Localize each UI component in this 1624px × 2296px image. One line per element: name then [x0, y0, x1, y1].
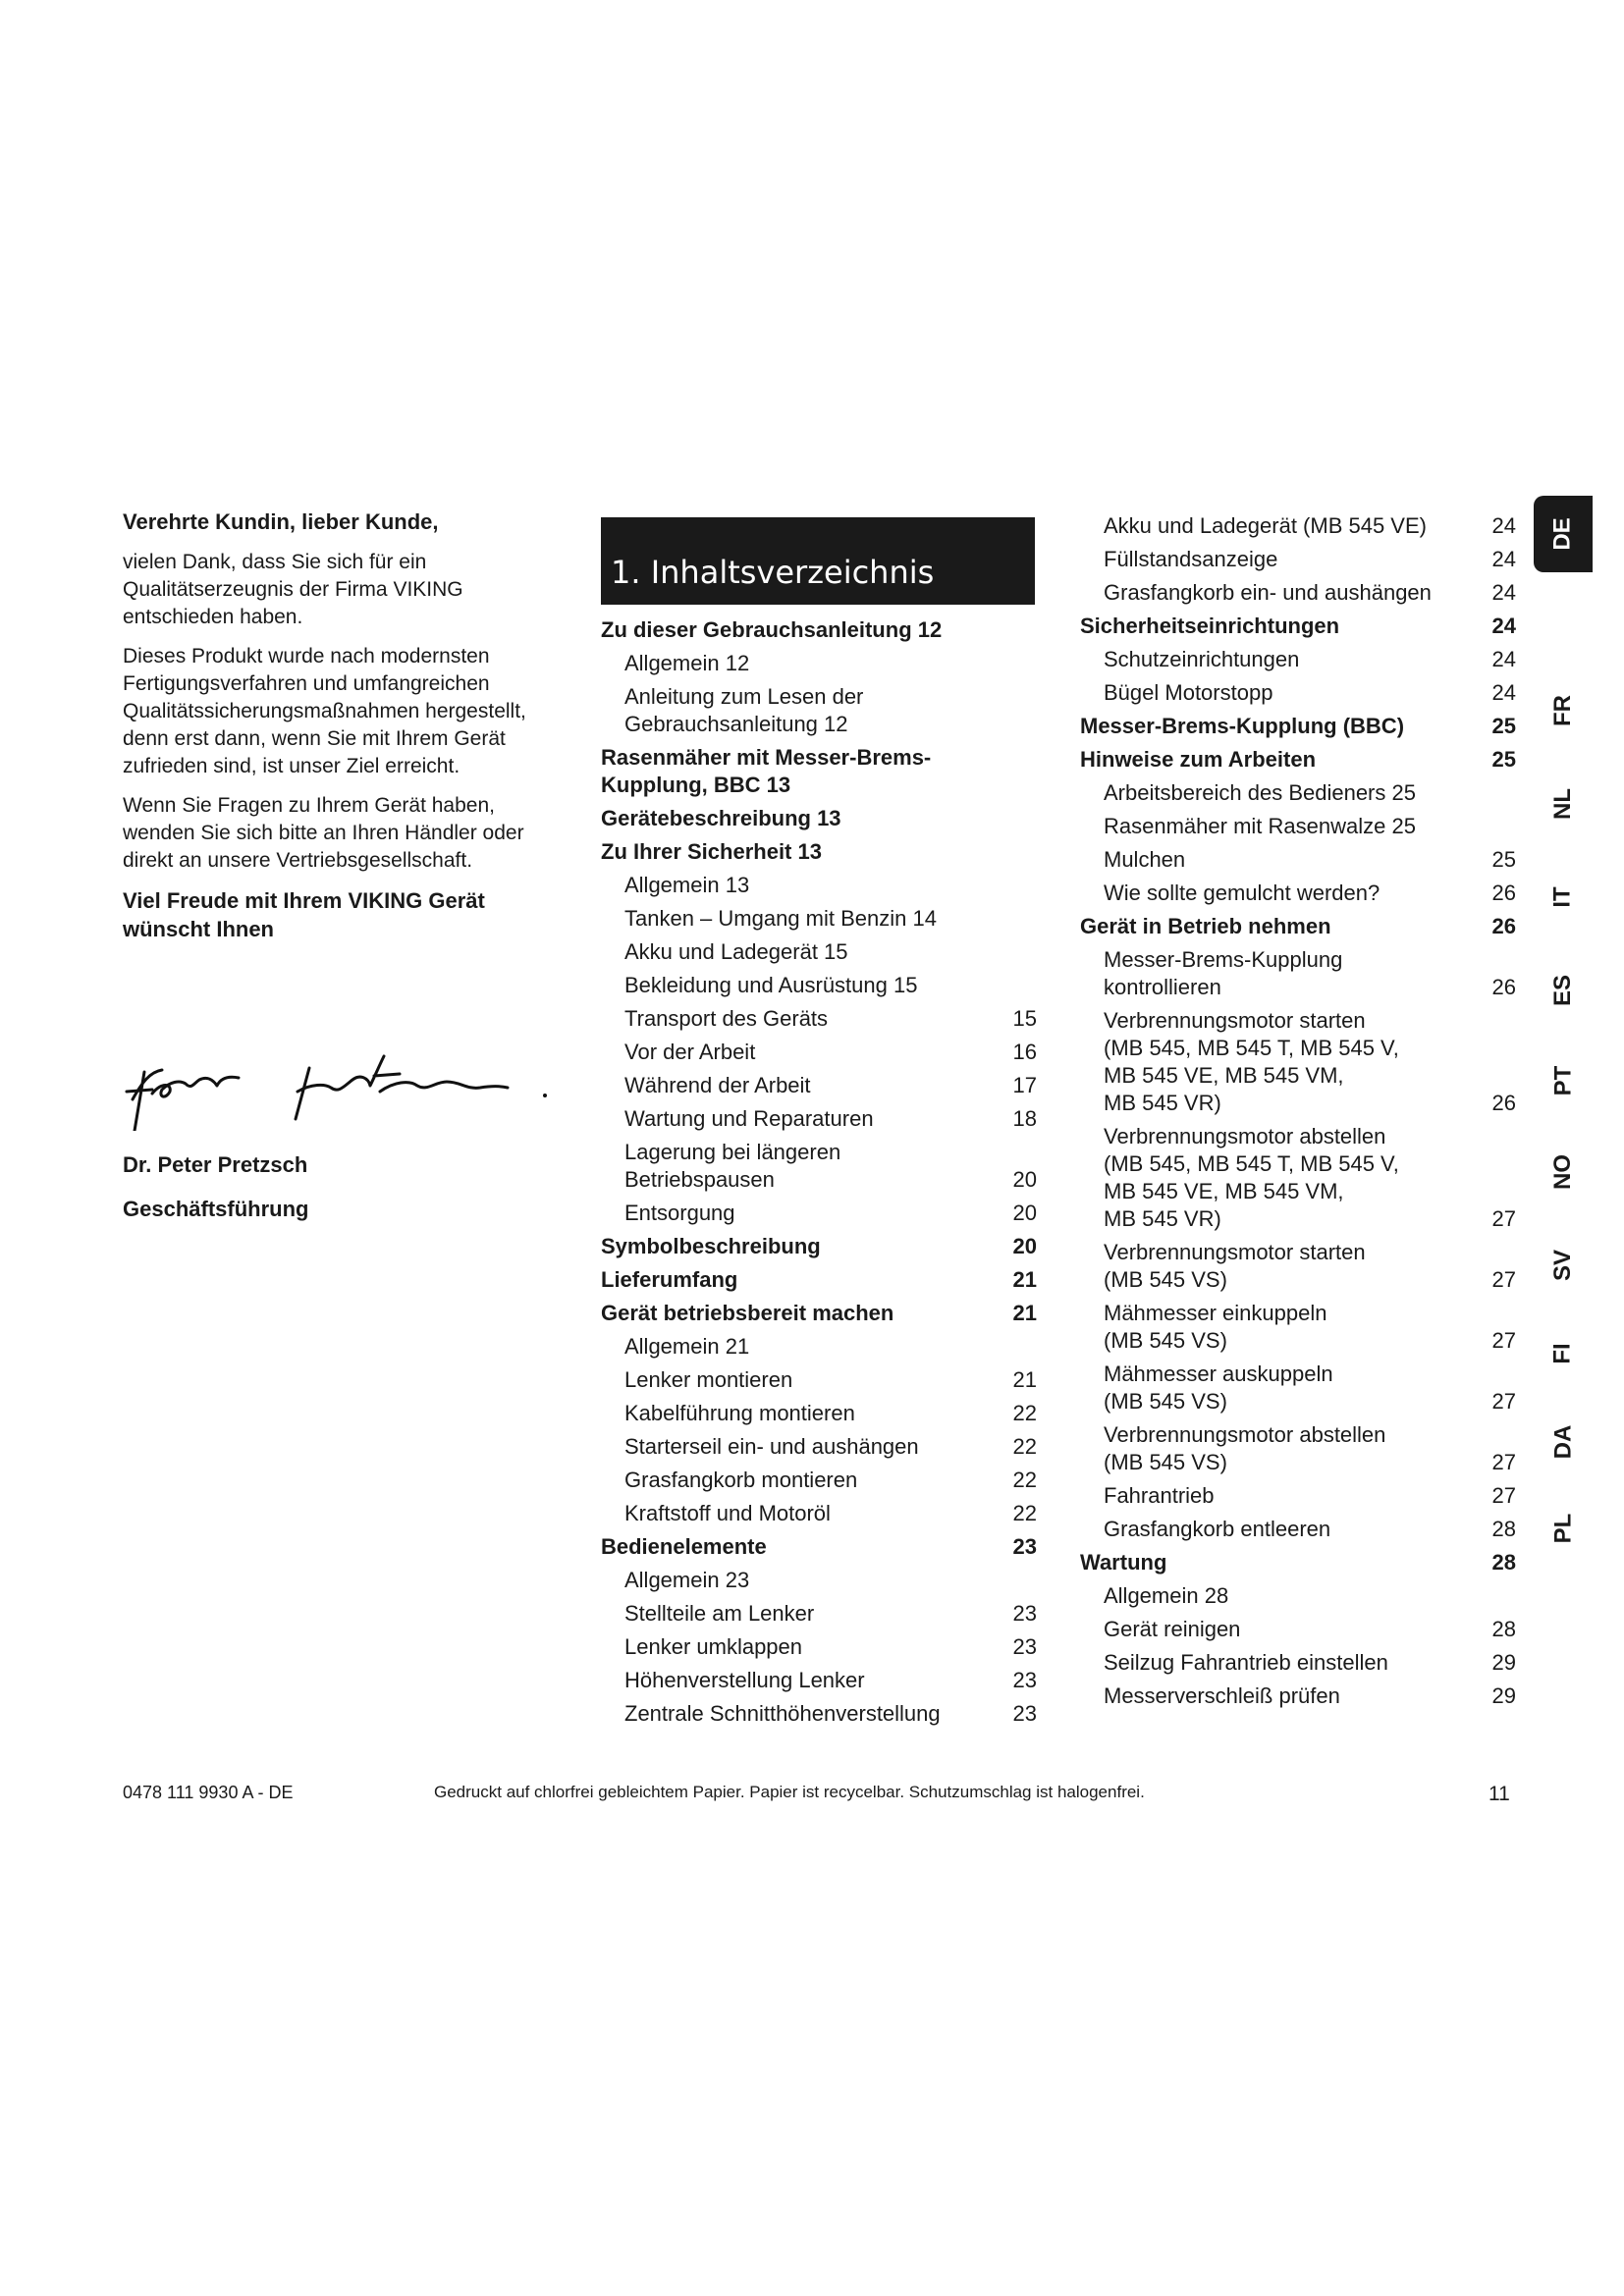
toc-entry-title: Schutzeinrichtungen: [1104, 647, 1300, 671]
toc-subsection-entry[interactable]: [1080, 779, 1520, 807]
footer-paper-note: Gedruckt auf chlorfrei gebleichtem Papier. Papier ist recycelbar. Schutzumschlag ist halogenfrei.: [434, 1783, 1145, 1801]
toc-entry-title: Allgemein 21: [624, 1334, 750, 1359]
language-tab-fi[interactable]: [1534, 1340, 1593, 1367]
signer-role: Geschäftsführung: [123, 1197, 309, 1221]
toc-entry-page: 21: [1012, 1367, 1037, 1392]
toc-subsection-entry[interactable]: [1080, 1300, 1520, 1355]
toc-subsection-entry[interactable]: [1080, 1516, 1520, 1543]
toc-entry-title: Zu Ihrer Sicherheit 13: [601, 839, 822, 864]
toc-subsection-entry[interactable]: [601, 1700, 1041, 1728]
language-tabs: [1534, 496, 1593, 1544]
toc-entry-title: Tanken – Umgang mit Benzin 14: [624, 906, 937, 931]
toc-entry-page: 27: [1491, 1267, 1516, 1292]
language-tab-no[interactable]: [1534, 1154, 1593, 1190]
toc-subsection-entry[interactable]: [1080, 512, 1520, 540]
toc-column-2: [1080, 512, 1520, 1716]
toc-entry-title: Allgemein 23: [624, 1568, 750, 1592]
toc-entry-page: 18: [1012, 1106, 1037, 1131]
toc-entry-title: Anleitung zum Lesen der Gebrauchsanleitung 12: [624, 684, 864, 736]
toc-entry-page: 22: [1012, 1434, 1037, 1459]
toc-subsection-entry[interactable]: [1080, 1482, 1520, 1510]
language-tab-de[interactable]: [1534, 496, 1593, 572]
toc-entry-page: 23: [1012, 1634, 1037, 1659]
language-tab-label: DE: [1549, 517, 1576, 551]
toc-section-entry[interactable]: [1080, 913, 1520, 940]
toc-entry-page: 23: [1012, 1601, 1037, 1626]
toc-entry-page: 26: [1491, 975, 1516, 999]
toc-entry-title: Wie sollte gemulcht werden?: [1104, 881, 1380, 905]
toc-entry-title: Verbrennungsmotor starten (MB 545 VS): [1104, 1240, 1366, 1292]
toc-entry-title: Während der Arbeit: [624, 1073, 811, 1097]
toc-subsection-entry[interactable]: [601, 683, 1041, 738]
toc-entry-title: Kabelführung montieren: [624, 1401, 855, 1425]
toc-entry-title: Kraftstoff und Motoröl: [624, 1501, 831, 1525]
language-tab-label: NL: [1549, 788, 1576, 820]
toc-entry-page: 20: [1012, 1167, 1037, 1192]
language-tab-label: PL: [1548, 1513, 1576, 1544]
toc-entry-page: 20: [1012, 1201, 1037, 1225]
toc-entry-title: Gerät in Betrieb nehmen: [1080, 914, 1331, 938]
toc-entry-title: Messer-Brems-Kupplung kontrollieren: [1104, 947, 1343, 999]
toc-entry-title: Vor der Arbeit: [624, 1040, 756, 1064]
handwritten-signature: [123, 1042, 565, 1131]
toc-entry-page: 28: [1491, 1517, 1516, 1541]
toc-entry-title: Entsorgung: [624, 1201, 735, 1225]
toc-subsection-entry[interactable]: [601, 1600, 1041, 1628]
language-tab-label: SV: [1548, 1249, 1576, 1282]
toc-subsection-entry[interactable]: [1080, 1361, 1520, 1415]
toc-entry-title: Allgemein 28: [1104, 1583, 1229, 1608]
toc-subsection-entry[interactable]: [601, 1005, 1041, 1033]
toc-entry-title: Allgemein 12: [624, 651, 750, 675]
toc-entry-page: 21: [1012, 1301, 1037, 1325]
toc-entry-title: Gerät betriebsbereit machen: [601, 1301, 894, 1325]
toc-entry-title: Lenker montieren: [624, 1367, 793, 1392]
toc-entry-title: Zentrale Schnitthöhenverstellung: [624, 1701, 941, 1726]
toc-subsection-entry[interactable]: [601, 905, 1041, 933]
language-tab-pt[interactable]: [1534, 1067, 1593, 1095]
toc-subsection-entry[interactable]: [601, 1667, 1041, 1694]
toc-header: [601, 517, 1035, 605]
toc-entry-page: 22: [1012, 1468, 1037, 1492]
toc-entry-title: Verbrennungsmotor abstellen (MB 545 VS): [1104, 1422, 1386, 1474]
toc-subsection-entry[interactable]: [601, 1633, 1041, 1661]
toc-entry-title: Wartung und Reparaturen: [624, 1106, 874, 1131]
toc-entry-page: 17: [1012, 1073, 1037, 1097]
toc-entry-page: 23: [1012, 1668, 1037, 1692]
toc-entry-title: Lagerung bei längeren Betriebspausen: [624, 1140, 841, 1192]
toc-entry-page: 24: [1491, 547, 1516, 571]
toc-section-entry[interactable]: [601, 616, 1041, 644]
toc-subsection-entry[interactable]: [1080, 646, 1520, 673]
toc-entry-title: Seilzug Fahrantrieb einstellen: [1104, 1650, 1388, 1675]
toc-section-entry[interactable]: [1080, 613, 1520, 640]
toc-subsection-entry[interactable]: [601, 1467, 1041, 1494]
letter-paragraph-2: Dieses Produkt wurde nach modernsten Fertigungsverfahren und umfangreichen Qualitätssicherungsmaßnahmen hergestellt, denn erst dann, wenn Sie mit Ihrem Gerät zufrieden sind, ist unser Ziel erreicht.: [123, 645, 526, 777]
toc-entry-page: 16: [1012, 1040, 1037, 1064]
toc-section-entry[interactable]: [601, 1533, 1041, 1561]
toc-entry-title: Gerät reinigen: [1104, 1617, 1241, 1641]
toc-subsection-entry[interactable]: [1080, 679, 1520, 707]
language-tab-label: NO: [1549, 1154, 1576, 1190]
toc-entry-title: Transport des Geräts: [624, 1006, 829, 1031]
toc-entry-title: Lenker umklappen: [624, 1634, 803, 1659]
toc-entry-page: 21: [1012, 1267, 1037, 1292]
toc-entry-title: Füllstandsanzeige: [1104, 547, 1278, 571]
toc-entry-title: Grasfangkorb montieren: [624, 1468, 858, 1492]
toc-entry-page: 27: [1491, 1328, 1516, 1353]
toc-section-entry[interactable]: [601, 1233, 1041, 1260]
toc-title: 1. Inhaltsverzeichnis: [611, 554, 935, 591]
toc-entry-page: 23: [1012, 1534, 1037, 1559]
toc-subsection-entry[interactable]: [601, 1039, 1041, 1066]
page-number: 11: [1489, 1783, 1510, 1805]
welcome-letter: [123, 507, 555, 943]
toc-subsection-entry[interactable]: [601, 1139, 1041, 1194]
toc-subsection-entry[interactable]: [1080, 1123, 1520, 1233]
toc-entry-page: 25: [1491, 714, 1516, 738]
language-tab-label: FR: [1549, 695, 1576, 726]
toc-entry-page: 29: [1491, 1683, 1516, 1708]
toc-entry-page: 26: [1491, 1091, 1516, 1115]
toc-subsection-entry[interactable]: [1080, 946, 1520, 1001]
toc-subsection-entry[interactable]: [601, 972, 1041, 999]
toc-entry-title: Zu dieser Gebrauchsanleitung 12: [601, 617, 943, 642]
language-tab-pl[interactable]: [1534, 1515, 1593, 1542]
letter-paragraph-1: vielen Dank, dass Sie sich für ein Qualitätserzeugnis der Firma VIKING entschieden haben.: [123, 551, 463, 628]
toc-subsection-entry[interactable]: [1080, 1007, 1520, 1117]
toc-subsection-entry[interactable]: [601, 650, 1041, 677]
toc-entry-title: Mähmesser einkuppeln (MB 545 VS): [1104, 1301, 1327, 1353]
signer-name: Dr. Peter Pretzsch: [123, 1152, 308, 1177]
toc-entry-title: Messer-Brems-Kupplung (BBC): [1080, 714, 1405, 738]
language-tab-da[interactable]: [1534, 1424, 1593, 1460]
toc-entry-page: 20: [1012, 1234, 1037, 1258]
language-tab-label: IT: [1548, 886, 1576, 908]
language-tab-label: DA: [1548, 1424, 1576, 1460]
toc-subsection-entry[interactable]: [1080, 1421, 1520, 1476]
toc-section-entry[interactable]: [1080, 746, 1520, 774]
toc-entry-title: Allgemein 13: [624, 873, 750, 897]
toc-entry-page: 24: [1491, 580, 1516, 605]
toc-subsection-entry[interactable]: [1080, 813, 1520, 840]
toc-section-entry[interactable]: [601, 805, 1041, 832]
toc-entry-title: Bekleidung und Ausrüstung 15: [624, 973, 918, 997]
toc-entry-title: Wartung: [1080, 1550, 1167, 1575]
toc-subsection-entry[interactable]: [601, 1400, 1041, 1427]
language-tab-fr[interactable]: [1534, 697, 1593, 724]
language-tab-label: PT: [1548, 1065, 1576, 1096]
toc-entry-title: Akku und Ladegerät 15: [624, 939, 848, 964]
toc-entry-page: 26: [1491, 881, 1516, 905]
toc-entry-page: 24: [1491, 513, 1516, 538]
toc-subsection-entry[interactable]: [601, 1105, 1041, 1133]
toc-entry-page: 15: [1012, 1006, 1037, 1031]
toc-section-entry[interactable]: [601, 1300, 1041, 1327]
toc-subsection-entry[interactable]: [601, 1567, 1041, 1594]
toc-entry-title: Verbrennungsmotor starten (MB 545, MB 545 T, MB 545 V, MB 545 VE, MB 545 VM, MB 545 VR): [1104, 1008, 1399, 1115]
toc-subsection-entry[interactable]: [601, 1333, 1041, 1361]
toc-entry-title: Rasenmäher mit Rasenwalze 25: [1104, 814, 1416, 838]
toc-subsection-entry[interactable]: [1080, 1239, 1520, 1294]
toc-subsection-entry[interactable]: [1080, 1616, 1520, 1643]
toc-entry-page: 25: [1491, 847, 1516, 872]
toc-entry-page: 23: [1012, 1701, 1037, 1726]
language-tab-it[interactable]: [1534, 883, 1593, 911]
toc-entry-title: Grasfangkorb ein- und aushängen: [1104, 580, 1432, 605]
toc-section-entry[interactable]: [601, 838, 1041, 866]
language-tab-sv[interactable]: [1534, 1249, 1593, 1282]
toc-subsection-entry[interactable]: [1080, 1682, 1520, 1710]
toc-subsection-entry[interactable]: [1080, 1649, 1520, 1677]
toc-entry-page: 28: [1491, 1550, 1516, 1575]
toc-subsection-entry[interactable]: [1080, 546, 1520, 573]
toc-entry-title: Akku und Ladegerät (MB 545 VE): [1104, 513, 1427, 538]
letter-paragraph-3: Wenn Sie Fragen zu Ihrem Gerät haben, wenden Sie sich bitte an Ihren Händler oder direkt an unsere Vertriebsgesellschaft.: [123, 794, 524, 872]
toc-subsection-entry[interactable]: [1080, 579, 1520, 607]
toc-entry-page: 25: [1491, 747, 1516, 772]
language-tab-label: FI: [1548, 1343, 1576, 1364]
letter-closing: Viel Freude mit Ihrem VIKING Gerät wünscht Ihnen: [123, 888, 485, 941]
toc-subsection-entry[interactable]: [601, 1366, 1041, 1394]
toc-entry-title: Bügel Motorstopp: [1104, 680, 1273, 705]
toc-entry-title: Sicherheitseinrichtungen: [1080, 614, 1340, 638]
toc-section-entry[interactable]: [1080, 713, 1520, 740]
toc-subsection-entry[interactable]: [601, 1433, 1041, 1461]
toc-entry-page: 27: [1491, 1389, 1516, 1414]
toc-entry-title: Gerätebeschreibung 13: [601, 806, 841, 830]
toc-subsection-entry[interactable]: [601, 1072, 1041, 1099]
letter-salutation: Verehrte Kundin, lieber Kunde,: [123, 509, 439, 534]
toc-entry-page: 24: [1491, 647, 1516, 671]
toc-entry-title: Fahrantrieb: [1104, 1483, 1215, 1508]
toc-entry-title: Mähmesser auskuppeln (MB 545 VS): [1104, 1362, 1333, 1414]
toc-subsection-entry[interactable]: [601, 1200, 1041, 1227]
toc-entry-title: Bedienelemente: [601, 1534, 767, 1559]
toc-entry-title: Messerverschleiß prüfen: [1104, 1683, 1340, 1708]
toc-entry-page: 29: [1491, 1650, 1516, 1675]
toc-entry-title: Symbolbeschreibung: [601, 1234, 821, 1258]
toc-entry-page: 27: [1491, 1450, 1516, 1474]
toc-column-1: [601, 616, 1041, 1734]
toc-entry-page: 27: [1491, 1206, 1516, 1231]
toc-entry-page: 26: [1491, 914, 1516, 938]
toc-entry-title: Starterseil ein- und aushängen: [624, 1434, 919, 1459]
toc-section-entry[interactable]: [1080, 1549, 1520, 1576]
language-tab-label: ES: [1548, 974, 1576, 1007]
toc-entry-page: 24: [1491, 680, 1516, 705]
toc-entry-title: Verbrennungsmotor abstellen (MB 545, MB 545 T, MB 545 V, MB 545 VE, MB 545 VM, MB 545 VR): [1104, 1124, 1399, 1231]
toc-subsection-entry[interactable]: [601, 938, 1041, 966]
toc-subsection-entry[interactable]: [601, 872, 1041, 899]
toc-entry-page: 27: [1491, 1483, 1516, 1508]
toc-subsection-entry[interactable]: [1080, 846, 1520, 874]
toc-entry-title: Arbeitsbereich des Bedieners 25: [1104, 780, 1416, 805]
toc-entry-title: Mulchen: [1104, 847, 1186, 872]
language-tab-nl[interactable]: [1534, 790, 1593, 818]
toc-entry-page: 22: [1012, 1401, 1037, 1425]
toc-subsection-entry[interactable]: [1080, 1582, 1520, 1610]
toc-subsection-entry[interactable]: [1080, 880, 1520, 907]
toc-entry-title: Lieferumfang: [601, 1267, 738, 1292]
toc-entry-page: 24: [1491, 614, 1516, 638]
toc-entry-title: Stellteile am Lenker: [624, 1601, 815, 1626]
toc-entry-title: Höhenverstellung Lenker: [624, 1668, 865, 1692]
language-tab-es[interactable]: [1534, 974, 1593, 1007]
toc-entry-page: 22: [1012, 1501, 1037, 1525]
toc-subsection-entry[interactable]: [601, 1500, 1041, 1527]
footer-doc-code: 0478 111 9930 A - DE: [123, 1783, 294, 1802]
toc-entry-page: 28: [1491, 1617, 1516, 1641]
toc-section-entry[interactable]: [601, 744, 1041, 799]
toc-entry-title: Rasenmäher mit Messer-Brems- Kupplung, BBC 13: [601, 745, 932, 797]
toc-section-entry[interactable]: [601, 1266, 1041, 1294]
toc-entry-title: Hinweise zum Arbeiten: [1080, 747, 1317, 772]
toc-entry-title: Grasfangkorb entleeren: [1104, 1517, 1331, 1541]
